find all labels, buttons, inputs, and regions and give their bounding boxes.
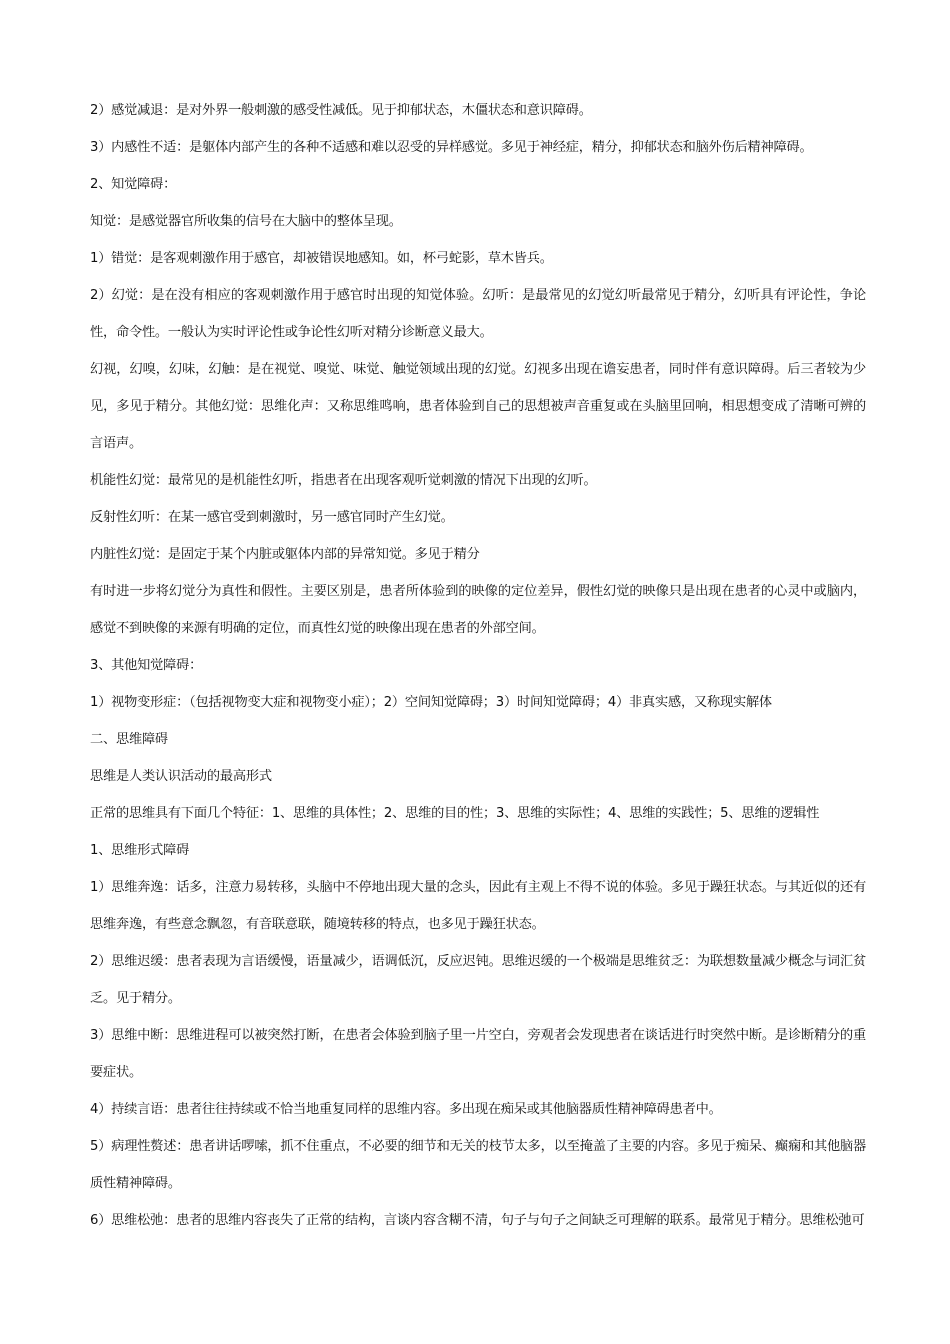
section-heading: 1、思维形式障碍 [90, 843, 190, 858]
paragraph: 知觉：是感觉器官所收集的信号在大脑中的整体呈现。 [90, 214, 402, 229]
paragraph: 5）病理性赘述：患者讲话啰嗦，抓不住重点，不必要的细节和无关的枝节太多，以至掩盖了主要的内容。多见于痴呆、癫痫和其他脑器质性精神障碍。 [90, 1139, 866, 1191]
paragraph: 2）感觉减退：是对外界一般刺激的感受性减低。见于抑郁状态，木僵状态和意识障碍。 [90, 103, 592, 118]
paragraph: 正常的思维具有下面几个特征：1、思维的具体性；2、思维的目的性；3、思维的实际性；4、思维的实践性；5、思维的逻辑性 [90, 806, 820, 821]
paragraph: 1）视物变形症：（包括视物变大症和视物变小症）；2）空间知觉障碍；3）时间知觉障碍；4）非真实感，又称现实解体 [90, 695, 772, 710]
paragraph: 反射性幻听：在某一感官受到刺激时，另一感官同时产生幻觉。 [90, 510, 454, 525]
paragraph: 机能性幻觉：最常见的是机能性幻听，指患者在出现客观听觉刺激的情况下出现的幻听。 [90, 473, 597, 488]
paragraph: 1）思维奔逸：话多，注意力易转移，头脑中不停地出现大量的念头，因此有主观上不得不说的体验。多见于躁狂状态。与其近似的还有思维奔逸，有些意念飘忽，有音联意联，随境转移的特点，也多见于躁狂状态。 [90, 880, 866, 932]
paragraph: 2）思维迟缓：患者表现为言语缓慢，语量减少，语调低沉，反应迟钝。思维迟缓的一个极端是思维贫乏：为联想数量减少概念与词汇贫乏。见于精分。 [90, 954, 866, 1006]
paragraph: 3）思维中断：思维进程可以被突然打断，在患者会体验到脑子里一片空白，旁观者会发现患者在谈话进行时突然中断。是诊断精分的重要症状。 [90, 1028, 866, 1080]
paragraph: 6）思维松弛：患者的思维内容丧失了正常的结构，言谈内容含糊不清，句子与句子之间缺乏可理解的联系。最常见于精分。思维松弛可 [90, 1213, 865, 1228]
paragraph: 有时进一步将幻觉分为真性和假性。主要区别是，患者所体验到的映像的定位差异，假性幻觉的映像只是出现在患者的心灵中或脑内，感觉不到映像的来源有明确的定位，而真性幻觉的映像出现在患者的外部空间。 [90, 584, 866, 636]
paragraph: 内脏性幻觉：是固定于某个内脏或躯体内部的异常知觉。多见于精分 [90, 547, 480, 562]
paragraph: 1）错觉：是客观刺激作用于感官，却被错误地感知。如，杯弓蛇影，草木皆兵。 [90, 251, 553, 266]
paragraph: 幻视，幻嗅，幻味，幻触：是在视觉、嗅觉、味觉、触觉领域出现的幻觉。幻视多出现在谵妄患者，同时伴有意识障碍。后三者较为少见，多见于精分。其他幻觉：思维化声：又称思维鸣响，患者体验到自己的思想被声音重复或在头脑里回响，相思想变成了清晰可辨的言语声。 [90, 362, 866, 451]
paragraph: 思维是人类认识活动的最高形式 [90, 769, 272, 784]
section-heading: 3、其他知觉障碍： [90, 658, 203, 673]
paragraph: 2）幻觉：是在没有相应的客观刺激作用于感官时出现的知觉体验。幻听：是最常见的幻觉幻听最常见于精分，幻听具有评论性，争论性，命令性。一般认为实时评论性或争论性幻听对精分诊断意义最大。 [90, 288, 866, 340]
paragraph: 3）内感性不适：是躯体内部产生的各种不适感和难以忍受的异样感觉。多见于神经症，精分，抑郁状态和脑外伤后精神障碍。 [90, 140, 813, 155]
paragraph: 4）持续言语：患者往往持续或不恰当地重复同样的思维内容。多出现在痴呆或其他脑器质性精神障碍患者中。 [90, 1102, 722, 1117]
section-heading: 二、思维障碍 [90, 732, 168, 747]
section-heading: 2、知觉障碍： [90, 177, 177, 192]
